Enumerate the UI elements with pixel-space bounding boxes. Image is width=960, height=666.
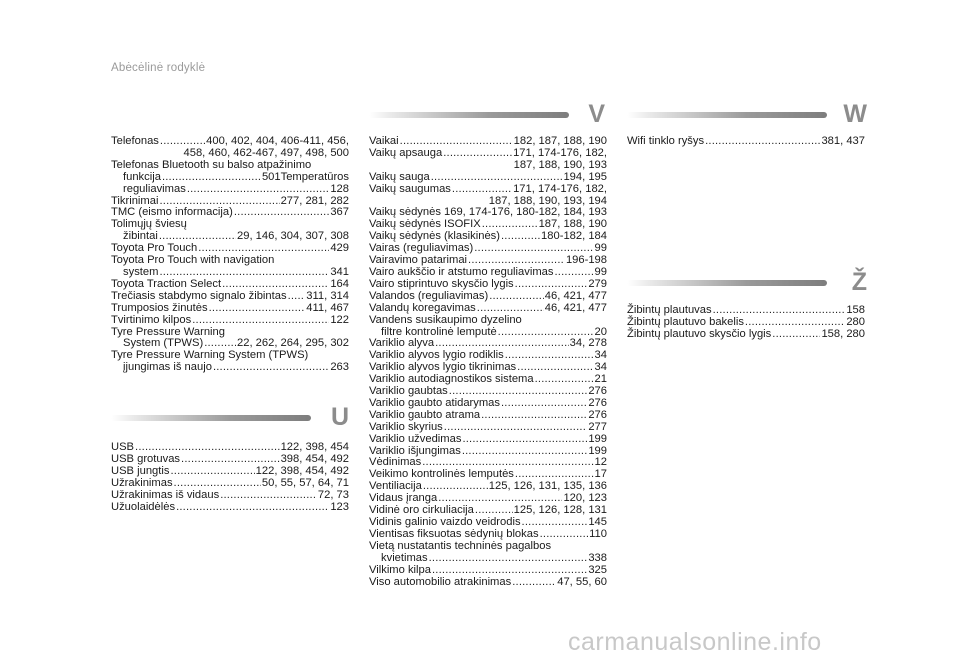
entry-term: Toyota Pro Touch with navigation	[111, 254, 275, 267]
entry-pages-continued: 187, 188, 190, 193, 194	[488, 194, 607, 207]
page-header: Abėcėlinė rodyklė	[111, 62, 206, 74]
index-entry	[111, 362, 349, 374]
entry-term: funkcija	[123, 170, 161, 183]
entry-term: Variklio alyvos lygio rodiklis	[369, 349, 504, 362]
entry-pages: 120, 123	[563, 492, 607, 505]
entry-pages-continued: 187, 188, 190, 193	[513, 158, 607, 171]
entry-term: Ventiliacija	[369, 480, 422, 493]
entry-term: Variklio gaubtas	[369, 385, 448, 398]
entry-term: Viso automobilio atrakinimas	[369, 575, 512, 588]
entry-term: Variklio išjungimas	[369, 444, 461, 457]
entry-pages: 12	[594, 456, 607, 469]
entry-pages: 199	[588, 432, 607, 445]
entry-pages: 47, 55, 60	[557, 575, 607, 588]
entry-pages: 194, 195	[563, 170, 607, 183]
entry-term: Tolimųjų šviesų	[111, 218, 187, 231]
entry-term: Tyre Pressure Warning	[111, 325, 225, 338]
entry-term: Vientisas fiksuotas sėdynių blokas	[369, 527, 539, 540]
dot-leader	[176, 502, 329, 514]
entry-term: Variklio autodiagnostikos sistema	[369, 373, 534, 386]
entry-pages: 501Temperatūros	[261, 170, 349, 183]
entry-term: Žibintų plautuvo skysčio lygis	[627, 327, 772, 340]
entry-term: Valandų koregavimas	[369, 301, 476, 314]
entry-term: Vairas (reguliavimas)	[369, 242, 474, 255]
heading-bar	[111, 415, 311, 421]
index-entry	[111, 490, 349, 502]
entry-pages: 158, 280	[821, 327, 865, 340]
entry-pages: 169, 174-176, 180-182, 184, 193	[444, 206, 607, 219]
entry-pages: 72, 73	[317, 488, 349, 501]
index-entry	[369, 410, 607, 422]
entry-term: Valandos (reguliavimas)	[369, 289, 489, 302]
dot-leader	[477, 303, 544, 315]
entry-pages: 46, 421, 477	[544, 301, 607, 314]
entry-term: Vidinė oro cirkuliacija	[369, 504, 474, 517]
entry-pages: 122, 398, 454, 492	[255, 464, 349, 477]
entry-pages: 122	[330, 313, 349, 326]
entry-pages: 182, 187, 188, 190	[513, 135, 607, 147]
index-entry	[627, 136, 865, 148]
entry-pages: 279	[588, 277, 607, 290]
entry-pages: 99	[594, 265, 607, 278]
index-entry	[369, 291, 607, 303]
section-heading-u	[111, 403, 349, 443]
entry-pages: 20	[594, 325, 607, 338]
index-entry	[111, 172, 349, 184]
entry-term: USB jungtis	[111, 464, 170, 477]
index-entry	[369, 184, 607, 208]
entry-pages: 325	[588, 563, 607, 576]
index-entry	[369, 172, 607, 184]
entry-term: Variklio užvedimas	[369, 432, 462, 445]
entry-pages: 22, 262, 264, 295, 302	[237, 337, 349, 350]
index-entry	[369, 577, 607, 589]
entry-term: Vaikų apsauga	[369, 146, 443, 159]
index-column-w	[627, 136, 865, 148]
index-entry	[369, 303, 607, 315]
section-heading-z	[627, 268, 867, 308]
dot-leader	[429, 553, 588, 565]
dot-leader	[462, 434, 587, 446]
index-entry	[369, 434, 607, 446]
entry-term: žibintai	[123, 230, 158, 243]
entry-term: Vaikų sauga	[369, 170, 430, 183]
dot-leader	[535, 374, 594, 386]
entry-term: Telefonas Bluetooth su balso atpažinimo	[111, 158, 312, 171]
entry-term: Variklio gaubto atrama	[369, 408, 481, 421]
dot-leader	[192, 315, 329, 327]
entry-term: Variklio skyrius	[369, 420, 443, 433]
dot-leader	[288, 291, 306, 303]
entry-term: filtre kontrolinė lemputė	[381, 325, 497, 338]
dot-leader	[174, 478, 261, 490]
entry-pages: 277	[588, 420, 607, 433]
entry-pages: 17	[594, 468, 607, 481]
entry-pages: 196-198	[565, 254, 607, 267]
entry-term: Vidaus įranga	[369, 492, 438, 505]
entry-pages: 99	[594, 242, 607, 255]
entry-term: Tikrinimai	[111, 194, 159, 207]
index-entry	[111, 279, 349, 291]
entry-term: Vėdinimas	[369, 456, 422, 469]
heading-bar	[369, 112, 569, 118]
entry-pages: 158	[846, 304, 865, 316]
index-entry	[111, 303, 349, 315]
entry-term: Toyota Pro Touch	[111, 242, 198, 255]
entry-term: Vidinis galinio vaizdo veidrodis	[369, 516, 521, 528]
index-entry	[369, 541, 607, 553]
entry-term: Vilkimo kilpa	[369, 563, 431, 576]
entry-pages: 125, 126, 131, 135, 136	[488, 480, 607, 493]
entry-term: Telefonas	[111, 135, 159, 147]
index-entry	[111, 184, 349, 196]
entry-pages: 21	[594, 373, 607, 386]
dot-leader	[505, 350, 594, 362]
entry-pages: 429	[330, 242, 349, 255]
entry-pages: 367	[330, 206, 349, 219]
dot-leader	[452, 184, 512, 196]
section-letter: V	[588, 100, 605, 128]
entry-pages: 276	[588, 408, 607, 421]
entry-term: Užrakinimas	[111, 476, 173, 489]
entry-term: kvietimas	[381, 551, 428, 564]
index-column-t	[111, 136, 349, 374]
dot-leader	[462, 446, 588, 458]
dot-leader	[772, 329, 820, 341]
index-entry	[369, 279, 607, 291]
section-letter: W	[843, 100, 867, 128]
index-entry	[369, 553, 607, 565]
index-entry	[111, 315, 349, 327]
entry-pages: 263	[330, 361, 349, 374]
dot-leader	[220, 490, 317, 502]
entry-term: System (TPWS)	[123, 337, 204, 350]
dot-leader	[501, 231, 540, 243]
entry-term: Vairavimo patarimai	[369, 254, 468, 267]
dot-leader	[209, 303, 306, 315]
entry-term: TMC (eismo informacija)	[111, 206, 233, 219]
entry-pages: 341	[330, 265, 349, 278]
heading-bar	[627, 112, 827, 118]
entry-pages: 164	[330, 277, 349, 290]
entry-term: Veikimo kontrolinės lemputės	[369, 468, 514, 481]
entry-pages: 46, 421, 477	[544, 289, 607, 302]
entry-term: Wifi tinklo ryšys	[627, 135, 705, 147]
entry-term: Tvirtinimo kilpos	[111, 313, 192, 326]
entry-term: reguliavimas	[123, 182, 186, 195]
entry-term: Vaikų saugumas	[369, 182, 451, 195]
index-column-v	[369, 136, 607, 588]
dot-leader	[162, 172, 261, 184]
entry-term: Vairo aukščio ir atstumo reguliavimas	[369, 265, 554, 278]
dot-leader	[170, 466, 254, 478]
entry-term: Tyre Pressure Warning System (TPWS)	[111, 349, 309, 362]
entry-pages: 311, 314	[306, 289, 349, 302]
entry-pages: 128	[330, 182, 349, 195]
entry-pages: 34	[594, 361, 607, 374]
entry-pages: 123	[330, 500, 349, 513]
entry-term: USB grotuvas	[111, 452, 181, 465]
entry-term: Užuolaidėlės	[111, 500, 176, 513]
index-entry	[111, 160, 349, 172]
index-entry	[111, 136, 349, 160]
dot-leader	[444, 422, 588, 434]
entry-pages: 29, 146, 304, 307, 308	[237, 230, 349, 243]
entry-pages-continued: 458, 460, 462-467, 497, 498, 500	[183, 146, 349, 159]
entry-term: Trečiasis stabdymo signalo žibintas	[111, 289, 287, 302]
dot-leader	[489, 291, 544, 303]
index-entry	[369, 315, 607, 327]
entry-term: Vairo stiprintuvo skysčio lygis	[369, 277, 514, 290]
dot-leader	[515, 279, 588, 291]
entry-pages: 122, 398, 454	[280, 441, 349, 453]
entry-term: Vaikų sėdynės	[369, 206, 441, 219]
dot-leader	[512, 577, 556, 589]
entry-term: Trumposios žinutės	[111, 301, 208, 314]
dot-leader	[443, 148, 512, 160]
entry-pages: 400, 402, 404, 406-411, 456,	[206, 135, 349, 147]
index-entry	[369, 422, 607, 434]
dot-leader	[187, 184, 330, 196]
entry-pages: 34	[594, 349, 607, 362]
entry-pages: 110	[589, 527, 607, 540]
entry-pages: 276	[588, 385, 607, 398]
entry-term: Žibintų plautuvo bakelis	[627, 315, 744, 328]
entry-pages: 381, 437	[821, 135, 865, 147]
entry-term: Vandens susikaupimo dyzelino	[369, 313, 522, 326]
dot-leader	[432, 565, 587, 577]
entry-pages: 276	[588, 396, 607, 409]
entry-term: USB	[111, 441, 135, 453]
entry-term: įjungimas iš naujo	[123, 361, 212, 374]
entry-pages: 199	[588, 444, 607, 457]
index-entry	[369, 565, 607, 577]
dot-leader	[705, 136, 820, 148]
index-entry	[627, 329, 865, 341]
entry-pages: 125, 126, 128, 131	[513, 504, 607, 517]
section-letter: U	[330, 403, 349, 431]
dot-leader	[222, 279, 329, 291]
entry-pages: 34, 278	[569, 337, 607, 350]
index-entry	[111, 502, 349, 514]
entry-pages: 145	[588, 516, 607, 528]
index-entry	[111, 466, 349, 478]
entry-term: Užrakinimas iš vidaus	[111, 488, 220, 501]
dot-leader	[501, 398, 587, 410]
entry-term: Toyota Traction Select	[111, 277, 222, 290]
entry-pages: 398, 454, 492	[280, 452, 349, 465]
entry-term: Vaikai	[369, 135, 399, 147]
entry-pages: 171, 174-176, 182,	[513, 182, 607, 195]
entry-pages: 187, 188, 190	[538, 218, 607, 231]
entry-term: system	[123, 265, 159, 278]
entry-term: Vietą nustatantis techninės pagalbos	[369, 539, 552, 552]
heading-bar	[627, 280, 827, 286]
entry-term: Vaikų sėdynės ISOFIX	[369, 218, 481, 231]
entry-pages: 180-182, 184	[541, 230, 607, 243]
dot-leader	[431, 172, 563, 184]
dot-leader	[213, 362, 329, 374]
index-entry	[369, 148, 607, 172]
dot-leader	[481, 410, 587, 422]
entry-term: Variklio gaubto atidarymas	[369, 396, 500, 409]
entry-term: Variklio alyva	[369, 337, 435, 350]
entry-pages: 280	[846, 315, 865, 328]
index-column-z	[627, 305, 865, 341]
entry-pages: 50, 55, 57, 64, 71	[261, 476, 349, 489]
dot-leader	[234, 207, 329, 219]
index-column-u	[111, 442, 349, 513]
index-entry	[111, 291, 349, 303]
entry-pages: 277, 281, 282	[280, 194, 349, 207]
entry-pages: 338	[588, 551, 607, 564]
entry-term: Žibintų plautuvas	[627, 304, 712, 316]
entry-pages: 171, 174-176, 182,	[513, 146, 607, 159]
entry-term: Variklio alyvos lygio tikrinimas	[369, 361, 517, 374]
index-entry	[111, 478, 349, 490]
entry-pages: 411, 467	[306, 301, 349, 314]
section-letter: Ž	[851, 268, 867, 296]
watermark: carmanualsonline.info	[568, 628, 822, 656]
entry-term: Vaikų sėdynės (klasikinės)	[369, 230, 500, 243]
